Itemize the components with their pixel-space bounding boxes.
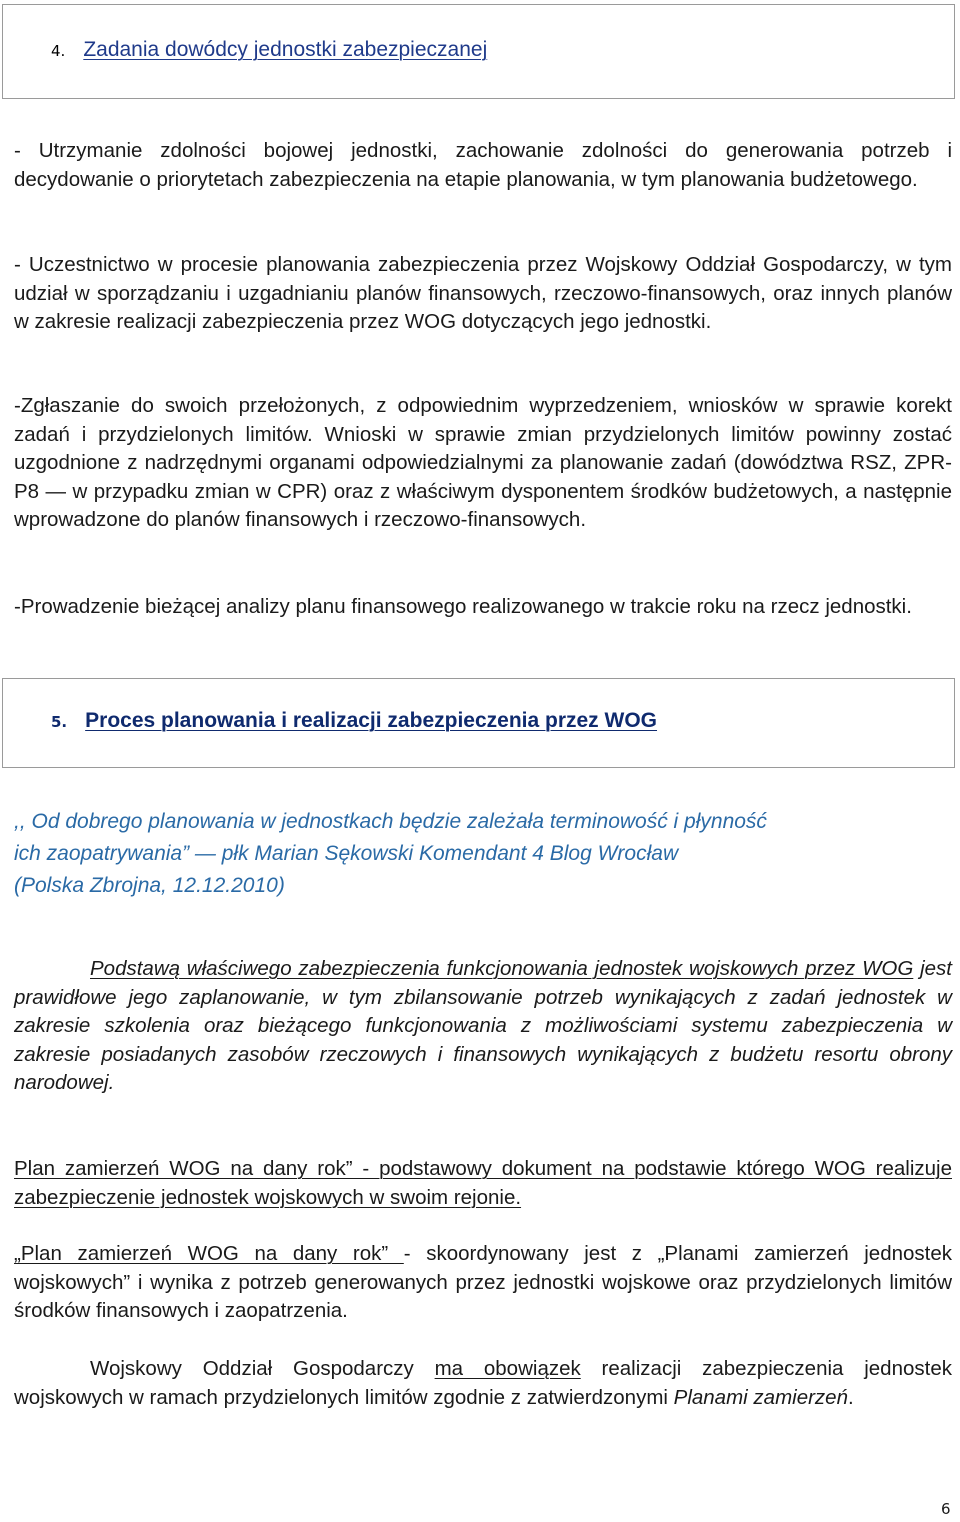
underlined-text: „Plan zamierzeń WOG na dany rok” bbox=[14, 1242, 404, 1265]
paragraph-wog bbox=[14, 1355, 952, 1412]
paragraph: - Utrzymanie zdolności bojowej jednostki, zachowanie zdolności do generowania potrzeb i decydowanie o priorytetach zabezpieczenia na etapie planowania, w tym planowania budżetowego. bbox=[14, 139, 952, 191]
paragraph-text: - skoordynowany jest z „Planami zamierzeń jednostek wojskowych” i wynika z potrzeb generowanych przez jednostki wojskowe oraz przydzielonych limitów środków finansowych i zaopatrzenia. bbox=[14, 1242, 952, 1322]
section-title: Zadania dowódcy jednostki zabezpieczanej bbox=[83, 38, 488, 61]
underlined-text: ma obowiązek bbox=[434, 1357, 581, 1380]
section-5-heading bbox=[51, 709, 657, 733]
paragraph-text: . bbox=[847, 1385, 854, 1409]
paragraph-text: jest prawidłowe jego zaplanowanie, w tym zbilansowanie potrzeb wynikających z zadań jednostek w zakresie szkolenia oraz bieżącego funkcjonowania z możliwościami systemu zabezpieczenia w zakresie posiadanych zasobów rzeczowych i finansowych wynikających z budżetu resortu obrony narodowej. bbox=[14, 957, 952, 1094]
underlined-text: Podstawą właściwego zabezpieczenia funkcjonowania jednostek wojskowych przez WOG bbox=[90, 957, 914, 980]
quote-line: (Polska Zbrojna, 12.12.2010) bbox=[14, 874, 285, 897]
quote-line: ich zaopatrywania” — płk Marian Sękowski Komendant 4 Blog Wrocław bbox=[14, 842, 679, 865]
quote-line: ,, Od dobrego planowania w jednostkach będzie zależała terminowość i płynność bbox=[14, 810, 767, 833]
section-number: 4. bbox=[51, 42, 66, 60]
paragraph: -Zgłaszanie do swoich przełożonych, z odpowiednim wyprzedzeniem, wniosków w sprawie korekt zadań i przydzielonych limitów. Wnioski w sprawie zmian przydzielonych limitów powinny zostać uzgodnione z nadrzędnymi organami odpowiedzialnymi za planowanie zadań (dowództwa RSZ, ZPR-P8 — w przypadku zmian w CPR) oraz z właściwym dysponentem środków budżetowych, a następnie wprowadzone do planów finansowych i rzeczowo-finansowych. bbox=[14, 394, 952, 531]
paragraph: -Prowadzenie bieżącej analizy planu finansowego realizowanego w trakcie roku na rzecz jednostki. bbox=[14, 595, 912, 618]
paragraph-plan-coordination bbox=[14, 1240, 952, 1326]
section-4-heading bbox=[51, 38, 487, 62]
quote-block bbox=[14, 806, 952, 902]
page-number: 6 bbox=[941, 1500, 951, 1518]
paragraph-text: realizacji zabezpieczenia jednostek wojskowych w ramach przydzielonych limitów zgodnie z zatwierdzonymi bbox=[14, 1357, 952, 1409]
paragraph-plan: Plan zamierzeń WOG na dany rok” - podstawowy dokument na podstawie którego WOG realizuje zabezpieczenie jednostek wojskowych w swoim rejonie. bbox=[14, 1157, 952, 1209]
paragraph-text: Wojskowy Oddział Gospodarczy bbox=[90, 1357, 435, 1380]
italic-text: Planami zamierzeń bbox=[673, 1385, 848, 1409]
section-title: Proces planowania i realizacji zabezpieczenia przez WOG bbox=[85, 709, 658, 732]
section-number: 5. bbox=[51, 713, 68, 731]
paragraph: - Uczestnictwo w procesie planowania zabezpieczenia przez Wojskowy Oddział Gospodarczy, w tym udział w sporządzaniu i uzgadnianiu planów finansowych, rzeczowo-finansowych, oraz innych planów w zakresie realizacji zabezpieczenia przez WOG dotyczących jego jednostki. bbox=[14, 253, 952, 333]
paragraph-basis bbox=[14, 955, 952, 1098]
